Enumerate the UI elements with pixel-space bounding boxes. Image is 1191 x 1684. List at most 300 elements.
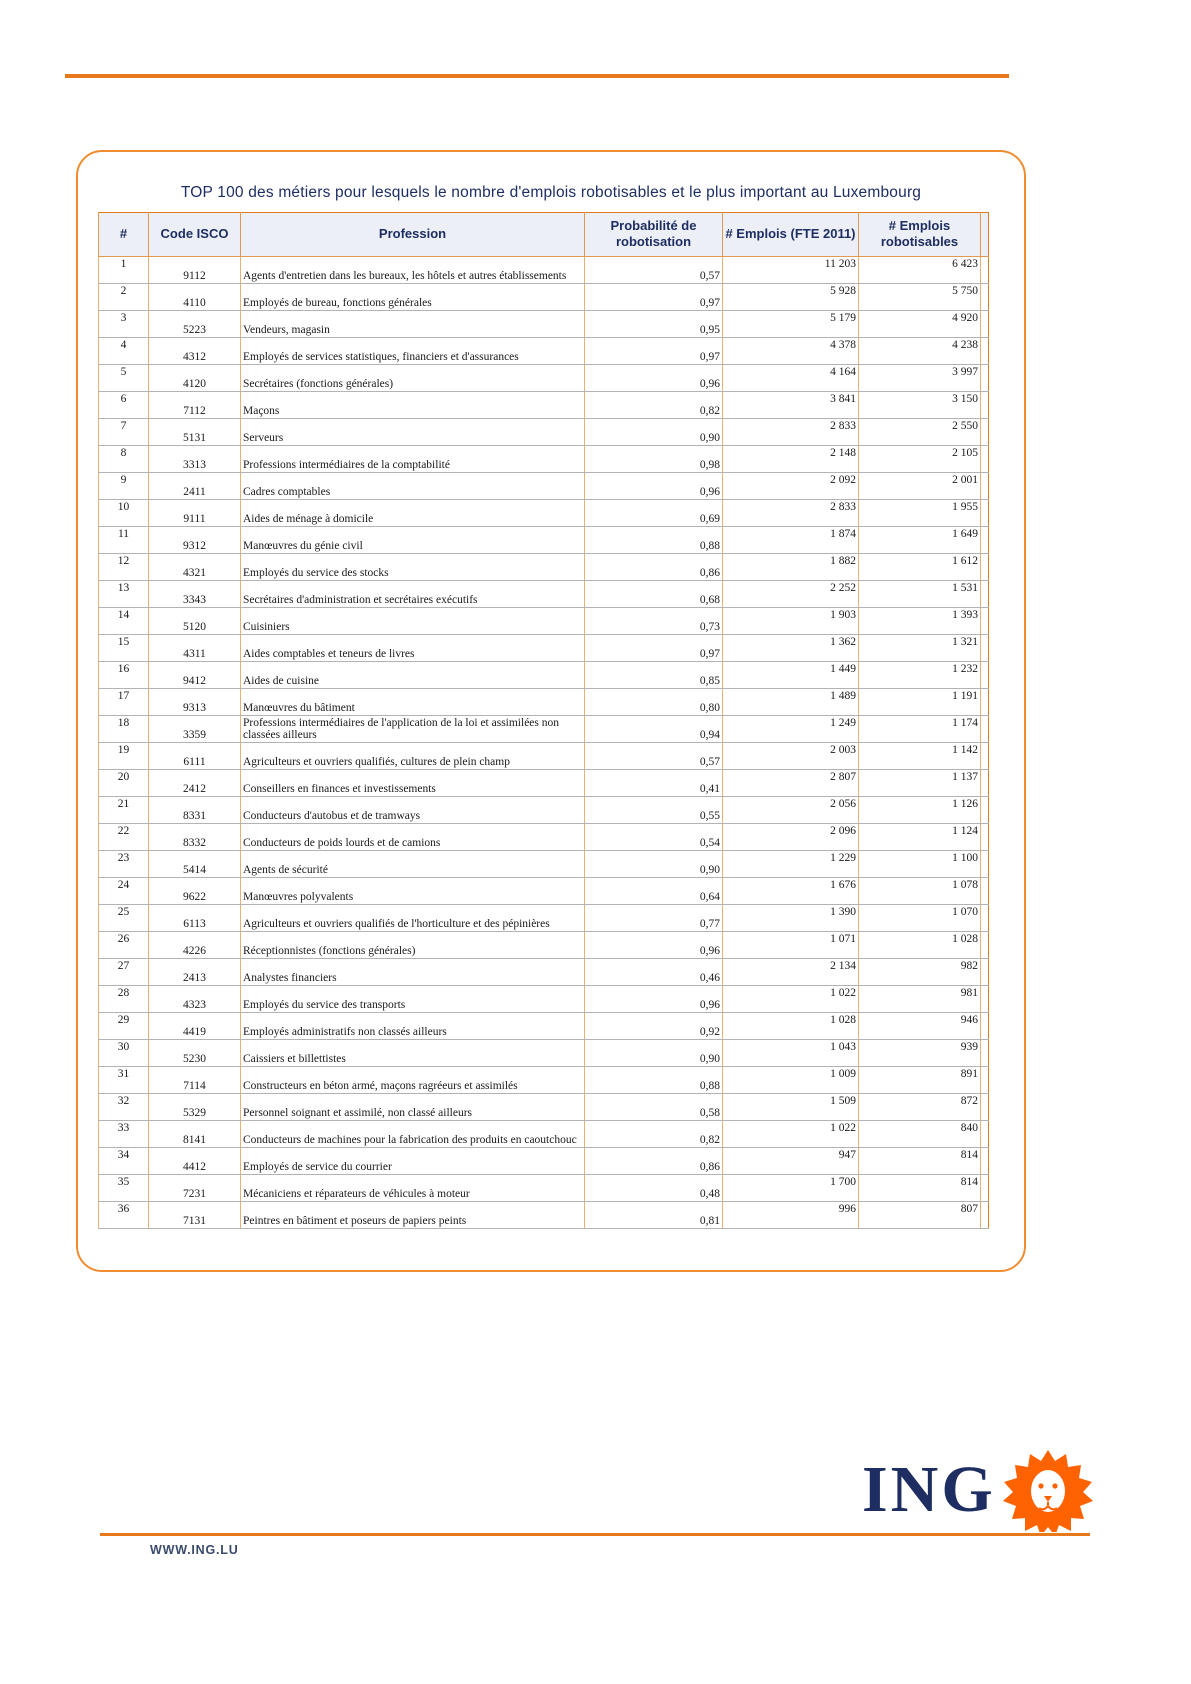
- table-row: [99, 445, 989, 472]
- probability-cell: 0,96: [585, 364, 723, 391]
- header-profession: Profession: [241, 213, 585, 257]
- probability-cell: 0,57: [585, 742, 723, 769]
- profession-cell: Employés de bureau, fonctions générales: [241, 283, 585, 310]
- profession-cell: Mécaniciens et réparateurs de véhicules à moteur: [241, 1174, 585, 1201]
- probability-cell: 0,69: [585, 499, 723, 526]
- profession-cell: Employés du service des transports: [241, 985, 585, 1012]
- probability-cell: 0,96: [585, 931, 723, 958]
- emplois-robotisables-cell: 946: [859, 1012, 981, 1039]
- emplois-fte-cell: 4 378: [723, 337, 859, 364]
- probability-cell: 0,90: [585, 418, 723, 445]
- spacer-cell: [981, 877, 989, 904]
- table-row: [99, 310, 989, 337]
- emplois-fte-cell: 1 882: [723, 553, 859, 580]
- emplois-robotisables-cell: 3 150: [859, 391, 981, 418]
- emplois-robotisables-cell: 4 238: [859, 337, 981, 364]
- rank-cell: 21: [99, 796, 149, 823]
- emplois-fte-cell: 1 676: [723, 877, 859, 904]
- spacer-cell: [981, 1012, 989, 1039]
- code-isco-cell: 4321: [149, 553, 241, 580]
- rank-cell: 3: [99, 310, 149, 337]
- profession-cell: Constructeurs en béton armé, maçons ragréeurs et assimilés: [241, 1066, 585, 1093]
- emplois-fte-cell: 2 056: [723, 796, 859, 823]
- code-isco-cell: 8141: [149, 1120, 241, 1147]
- table-row: [99, 553, 989, 580]
- code-isco-cell: 5120: [149, 607, 241, 634]
- table-panel: [76, 150, 1026, 1272]
- profession-cell: Employés de services statistiques, financiers et d'assurances: [241, 337, 585, 364]
- spacer-cell: [981, 1147, 989, 1174]
- table-row: [99, 1147, 989, 1174]
- table-row: [99, 526, 989, 553]
- spacer-cell: [981, 337, 989, 364]
- code-isco-cell: 6113: [149, 904, 241, 931]
- spacer-cell: [981, 553, 989, 580]
- code-isco-cell: 4120: [149, 364, 241, 391]
- emplois-robotisables-cell: 1 191: [859, 688, 981, 715]
- emplois-robotisables-cell: 1 070: [859, 904, 981, 931]
- code-isco-cell: 7114: [149, 1066, 241, 1093]
- emplois-fte-cell: 1 362: [723, 634, 859, 661]
- spacer-cell: [981, 1039, 989, 1066]
- professions-table: [98, 212, 989, 1229]
- profession-cell: Cadres comptables: [241, 472, 585, 499]
- emplois-fte-cell: 1 229: [723, 850, 859, 877]
- spacer-cell: [981, 445, 989, 472]
- header-spacer: [981, 213, 989, 257]
- probability-cell: 0,95: [585, 310, 723, 337]
- emplois-robotisables-cell: 1 142: [859, 742, 981, 769]
- probability-cell: 0,55: [585, 796, 723, 823]
- emplois-fte-cell: 4 164: [723, 364, 859, 391]
- spacer-cell: [981, 904, 989, 931]
- code-isco-cell: 4226: [149, 931, 241, 958]
- table-row: [99, 661, 989, 688]
- code-isco-cell: 5131: [149, 418, 241, 445]
- spacer-cell: [981, 526, 989, 553]
- table-row: [99, 634, 989, 661]
- code-isco-cell: 6111: [149, 742, 241, 769]
- code-isco-cell: 4110: [149, 283, 241, 310]
- code-isco-cell: 4412: [149, 1147, 241, 1174]
- profession-cell: Agriculteurs et ouvriers qualifiés de l'horticulture et des pépinières: [241, 904, 585, 931]
- probability-cell: 0,96: [585, 985, 723, 1012]
- profession-cell: Agents d'entretien dans les bureaux, les hôtels et autres établissements: [241, 256, 585, 283]
- spacer-cell: [981, 499, 989, 526]
- table-row: [99, 391, 989, 418]
- table-row: [99, 256, 989, 283]
- spacer-cell: [981, 634, 989, 661]
- spacer-cell: [981, 985, 989, 1012]
- emplois-robotisables-cell: 2 105: [859, 445, 981, 472]
- emplois-fte-cell: 1 874: [723, 526, 859, 553]
- rank-cell: 10: [99, 499, 149, 526]
- emplois-fte-cell: 1 009: [723, 1066, 859, 1093]
- emplois-robotisables-cell: 1 531: [859, 580, 981, 607]
- table-row: [99, 283, 989, 310]
- emplois-fte-cell: 2 252: [723, 580, 859, 607]
- profession-cell: Secrétaires d'administration et secrétaires exécutifs: [241, 580, 585, 607]
- emplois-robotisables-cell: 1 126: [859, 796, 981, 823]
- emplois-fte-cell: 1 509: [723, 1093, 859, 1120]
- emplois-robotisables-cell: 1 612: [859, 553, 981, 580]
- rank-cell: 6: [99, 391, 149, 418]
- profession-cell: Conducteurs de poids lourds et de camions: [241, 823, 585, 850]
- code-isco-cell: 9313: [149, 688, 241, 715]
- table-row: [99, 823, 989, 850]
- probability-cell: 0,82: [585, 1120, 723, 1147]
- profession-cell: Maçons: [241, 391, 585, 418]
- probability-cell: 0,85: [585, 661, 723, 688]
- probability-cell: 0,46: [585, 958, 723, 985]
- spacer-cell: [981, 769, 989, 796]
- code-isco-cell: 4419: [149, 1012, 241, 1039]
- table-row: [99, 985, 989, 1012]
- code-isco-cell: 9622: [149, 877, 241, 904]
- spacer-cell: [981, 1201, 989, 1228]
- spacer-cell: [981, 1066, 989, 1093]
- emplois-robotisables-cell: 1 321: [859, 634, 981, 661]
- emplois-robotisables-cell: 807: [859, 1201, 981, 1228]
- table-row: [99, 1066, 989, 1093]
- table-row: [99, 607, 989, 634]
- emplois-fte-cell: 1 903: [723, 607, 859, 634]
- emplois-robotisables-cell: 6 423: [859, 256, 981, 283]
- table-row: [99, 742, 989, 769]
- emplois-fte-cell: 2 003: [723, 742, 859, 769]
- rank-cell: 1: [99, 256, 149, 283]
- table-row: [99, 796, 989, 823]
- code-isco-cell: 9111: [149, 499, 241, 526]
- profession-cell: Caissiers et billettistes: [241, 1039, 585, 1066]
- profession-cell: Manœuvres polyvalents: [241, 877, 585, 904]
- emplois-fte-cell: 2 092: [723, 472, 859, 499]
- code-isco-cell: 5223: [149, 310, 241, 337]
- emplois-fte-cell: 1 022: [723, 1120, 859, 1147]
- probability-cell: 0,58: [585, 1093, 723, 1120]
- table-row: [99, 472, 989, 499]
- emplois-robotisables-cell: 982: [859, 958, 981, 985]
- rank-cell: 17: [99, 688, 149, 715]
- emplois-robotisables-cell: 1 078: [859, 877, 981, 904]
- profession-cell: Réceptionnistes (fonctions générales): [241, 931, 585, 958]
- table-row: [99, 904, 989, 931]
- rank-cell: 13: [99, 580, 149, 607]
- table-row: [99, 1093, 989, 1120]
- spacer-cell: [981, 958, 989, 985]
- rank-cell: 26: [99, 931, 149, 958]
- emplois-robotisables-cell: 2 001: [859, 472, 981, 499]
- profession-cell: Cuisiniers: [241, 607, 585, 634]
- profession-cell: Manœuvres du bâtiment: [241, 688, 585, 715]
- rank-cell: 19: [99, 742, 149, 769]
- probability-cell: 0,81: [585, 1201, 723, 1228]
- emplois-fte-cell: 1 022: [723, 985, 859, 1012]
- emplois-robotisables-cell: 872: [859, 1093, 981, 1120]
- rank-cell: 23: [99, 850, 149, 877]
- table-row: [99, 499, 989, 526]
- table-row: [99, 769, 989, 796]
- code-isco-cell: 4312: [149, 337, 241, 364]
- rank-cell: 2: [99, 283, 149, 310]
- table-row: [99, 958, 989, 985]
- probability-cell: 0,86: [585, 553, 723, 580]
- emplois-robotisables-cell: 4 920: [859, 310, 981, 337]
- emplois-robotisables-cell: 3 997: [859, 364, 981, 391]
- profession-cell: Employés de service du courrier: [241, 1147, 585, 1174]
- emplois-robotisables-cell: 5 750: [859, 283, 981, 310]
- spacer-cell: [981, 931, 989, 958]
- emplois-fte-cell: 1 390: [723, 904, 859, 931]
- code-isco-cell: 3343: [149, 580, 241, 607]
- spacer-cell: [981, 850, 989, 877]
- probability-cell: 0,77: [585, 904, 723, 931]
- profession-cell: Conducteurs d'autobus et de tramways: [241, 796, 585, 823]
- table-row: [99, 418, 989, 445]
- rank-cell: 14: [99, 607, 149, 634]
- profession-cell: Aides de cuisine: [241, 661, 585, 688]
- code-isco-cell: 2411: [149, 472, 241, 499]
- table-row: [99, 715, 989, 742]
- table-row: [99, 1174, 989, 1201]
- code-isco-cell: 9112: [149, 256, 241, 283]
- spacer-cell: [981, 1120, 989, 1147]
- emplois-robotisables-cell: 1 137: [859, 769, 981, 796]
- rank-cell: 20: [99, 769, 149, 796]
- probability-cell: 0,97: [585, 634, 723, 661]
- rank-cell: 22: [99, 823, 149, 850]
- probability-cell: 0,57: [585, 256, 723, 283]
- code-isco-cell: 9412: [149, 661, 241, 688]
- rank-cell: 8: [99, 445, 149, 472]
- emplois-robotisables-cell: 1 028: [859, 931, 981, 958]
- rank-cell: 32: [99, 1093, 149, 1120]
- rank-cell: 16: [99, 661, 149, 688]
- probability-cell: 0,41: [585, 769, 723, 796]
- profession-cell: Vendeurs, magasin: [241, 310, 585, 337]
- probability-cell: 0,96: [585, 472, 723, 499]
- spacer-cell: [981, 580, 989, 607]
- table-row: [99, 337, 989, 364]
- spacer-cell: [981, 1093, 989, 1120]
- bottom-divider-rule: [100, 1533, 1090, 1536]
- profession-cell: Peintres en bâtiment et poseurs de papiers peints: [241, 1201, 585, 1228]
- probability-cell: 0,88: [585, 526, 723, 553]
- emplois-robotisables-cell: 891: [859, 1066, 981, 1093]
- emplois-robotisables-cell: 981: [859, 985, 981, 1012]
- rank-cell: 36: [99, 1201, 149, 1228]
- profession-cell: Serveurs: [241, 418, 585, 445]
- code-isco-cell: 9312: [149, 526, 241, 553]
- spacer-cell: [981, 823, 989, 850]
- rank-cell: 11: [99, 526, 149, 553]
- spacer-cell: [981, 418, 989, 445]
- probability-cell: 0,92: [585, 1012, 723, 1039]
- probability-cell: 0,48: [585, 1174, 723, 1201]
- site-url: WWW.ING.LU: [150, 1543, 239, 1557]
- rank-cell: 25: [99, 904, 149, 931]
- table-body: [99, 256, 989, 1228]
- spacer-cell: [981, 661, 989, 688]
- table-row: [99, 364, 989, 391]
- header-rank: #: [99, 213, 149, 257]
- emplois-fte-cell: 2 096: [723, 823, 859, 850]
- emplois-fte-cell: 1 700: [723, 1174, 859, 1201]
- emplois-fte-cell: 11 203: [723, 256, 859, 283]
- table-wrap: [98, 212, 1004, 1229]
- code-isco-cell: 4323: [149, 985, 241, 1012]
- table-row: [99, 688, 989, 715]
- probability-cell: 0,90: [585, 1039, 723, 1066]
- rank-cell: 5: [99, 364, 149, 391]
- ing-lion-icon: [1002, 1448, 1094, 1532]
- profession-cell: Professions intermédiaires de l'application de la loi et assimilées non classées ailleurs: [241, 715, 585, 742]
- emplois-robotisables-cell: 814: [859, 1147, 981, 1174]
- probability-cell: 0,80: [585, 688, 723, 715]
- table-header-row: [99, 213, 989, 257]
- table-row: [99, 850, 989, 877]
- rank-cell: 24: [99, 877, 149, 904]
- spacer-cell: [981, 256, 989, 283]
- emplois-fte-cell: 2 134: [723, 958, 859, 985]
- profession-cell: Agriculteurs et ouvriers qualifiés, cultures de plein champ: [241, 742, 585, 769]
- profession-cell: Aides de ménage à domicile: [241, 499, 585, 526]
- rank-cell: 18: [99, 715, 149, 742]
- profession-cell: Secrétaires (fonctions générales): [241, 364, 585, 391]
- code-isco-cell: 3359: [149, 715, 241, 742]
- table-row: [99, 1120, 989, 1147]
- header-emplois-robotisables: # Emplois robotisables: [859, 213, 981, 257]
- emplois-robotisables-cell: 1 124: [859, 823, 981, 850]
- rank-cell: 9: [99, 472, 149, 499]
- rank-cell: 12: [99, 553, 149, 580]
- ing-wordmark: ING: [862, 1453, 996, 1526]
- spacer-cell: [981, 472, 989, 499]
- emplois-robotisables-cell: 2 550: [859, 418, 981, 445]
- code-isco-cell: 2413: [149, 958, 241, 985]
- header-emplois-fte: # Emplois (FTE 2011): [723, 213, 859, 257]
- table-row: [99, 877, 989, 904]
- code-isco-cell: 7131: [149, 1201, 241, 1228]
- spacer-cell: [981, 742, 989, 769]
- emplois-fte-cell: 5 179: [723, 310, 859, 337]
- code-isco-cell: 5414: [149, 850, 241, 877]
- profession-cell: Conseillers en finances et investissements: [241, 769, 585, 796]
- code-isco-cell: 5230: [149, 1039, 241, 1066]
- probability-cell: 0,68: [585, 580, 723, 607]
- probability-cell: 0,64: [585, 877, 723, 904]
- emplois-fte-cell: 5 928: [723, 283, 859, 310]
- probability-cell: 0,88: [585, 1066, 723, 1093]
- rank-cell: 27: [99, 958, 149, 985]
- spacer-cell: [981, 607, 989, 634]
- code-isco-cell: 8331: [149, 796, 241, 823]
- emplois-robotisables-cell: 1 174: [859, 715, 981, 742]
- emplois-fte-cell: 2 807: [723, 769, 859, 796]
- rank-cell: 34: [99, 1147, 149, 1174]
- probability-cell: 0,98: [585, 445, 723, 472]
- probability-cell: 0,94: [585, 715, 723, 742]
- rank-cell: 30: [99, 1039, 149, 1066]
- spacer-cell: [981, 796, 989, 823]
- emplois-fte-cell: 947: [723, 1147, 859, 1174]
- emplois-fte-cell: 996: [723, 1201, 859, 1228]
- emplois-robotisables-cell: 1 393: [859, 607, 981, 634]
- profession-cell: Manœuvres du génie civil: [241, 526, 585, 553]
- probability-cell: 0,82: [585, 391, 723, 418]
- emplois-fte-cell: 1 489: [723, 688, 859, 715]
- code-isco-cell: 5329: [149, 1093, 241, 1120]
- code-isco-cell: 4311: [149, 634, 241, 661]
- table-row: [99, 931, 989, 958]
- profession-cell: Conducteurs de machines pour la fabrication des produits en caoutchouc: [241, 1120, 585, 1147]
- emplois-robotisables-cell: 840: [859, 1120, 981, 1147]
- emplois-robotisables-cell: 1 955: [859, 499, 981, 526]
- emplois-fte-cell: 1 071: [723, 931, 859, 958]
- emplois-fte-cell: 1 028: [723, 1012, 859, 1039]
- table-row: [99, 580, 989, 607]
- header-code-isco: Code ISCO: [149, 213, 241, 257]
- probability-cell: 0,86: [585, 1147, 723, 1174]
- header-probabilite: Probabilité de robotisation: [585, 213, 723, 257]
- table-title: TOP 100 des métiers pour lesquels le nombre d'emplois robotisables et le plus important au Luxembourg: [180, 184, 922, 201]
- code-isco-cell: 7231: [149, 1174, 241, 1201]
- emplois-robotisables-cell: 1 649: [859, 526, 981, 553]
- profession-cell: Aides comptables et teneurs de livres: [241, 634, 585, 661]
- rank-cell: 29: [99, 1012, 149, 1039]
- emplois-fte-cell: 1 249: [723, 715, 859, 742]
- emplois-robotisables-cell: 939: [859, 1039, 981, 1066]
- emplois-fte-cell: 1 449: [723, 661, 859, 688]
- spacer-cell: [981, 283, 989, 310]
- emplois-fte-cell: 1 043: [723, 1039, 859, 1066]
- emplois-robotisables-cell: 1 100: [859, 850, 981, 877]
- code-isco-cell: 7112: [149, 391, 241, 418]
- emplois-fte-cell: 3 841: [723, 391, 859, 418]
- emplois-fte-cell: 2 148: [723, 445, 859, 472]
- probability-cell: 0,73: [585, 607, 723, 634]
- rank-cell: 35: [99, 1174, 149, 1201]
- rank-cell: 15: [99, 634, 149, 661]
- emplois-robotisables-cell: 814: [859, 1174, 981, 1201]
- spacer-cell: [981, 1174, 989, 1201]
- spacer-cell: [981, 364, 989, 391]
- emplois-fte-cell: 2 833: [723, 418, 859, 445]
- rank-cell: 7: [99, 418, 149, 445]
- probability-cell: 0,97: [585, 337, 723, 364]
- code-isco-cell: 3313: [149, 445, 241, 472]
- top-divider-rule: [65, 74, 1009, 78]
- profession-cell: Employés du service des stocks: [241, 553, 585, 580]
- emplois-robotisables-cell: 1 232: [859, 661, 981, 688]
- spacer-cell: [981, 310, 989, 337]
- rank-cell: 31: [99, 1066, 149, 1093]
- rank-cell: 28: [99, 985, 149, 1012]
- probability-cell: 0,90: [585, 850, 723, 877]
- ing-logo: [862, 1448, 1094, 1532]
- emplois-fte-cell: 2 833: [723, 499, 859, 526]
- spacer-cell: [981, 391, 989, 418]
- rank-cell: 4: [99, 337, 149, 364]
- probability-cell: 0,54: [585, 823, 723, 850]
- table-row: [99, 1039, 989, 1066]
- profession-cell: Agents de sécurité: [241, 850, 585, 877]
- spacer-cell: [981, 688, 989, 715]
- table-row: [99, 1201, 989, 1228]
- profession-cell: Analystes financiers: [241, 958, 585, 985]
- profession-cell: Employés administratifs non classés ailleurs: [241, 1012, 585, 1039]
- rank-cell: 33: [99, 1120, 149, 1147]
